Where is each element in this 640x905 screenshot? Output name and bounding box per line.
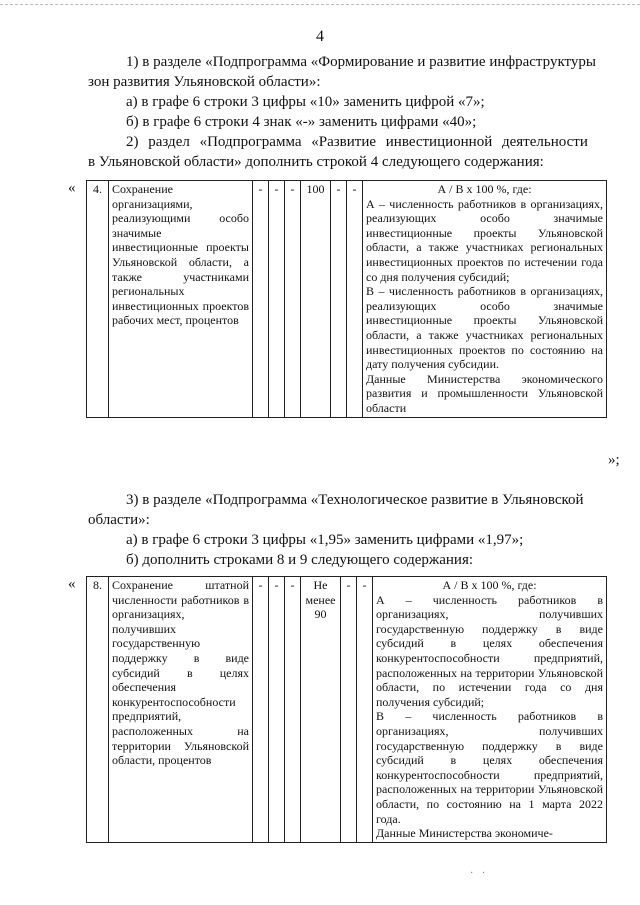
cell-dash: - (253, 577, 269, 843)
indicator-description: Сохранение организациями, реализующими особо значимые инвестиционные проекты Ульяновской области, а также участниками региональных инвестиционных проектов рабочих мест, процентов (109, 181, 253, 418)
cell-dash: - (285, 181, 301, 418)
item-3b: б) дополнить строками 8 и 9 следующего содержания: (126, 552, 474, 568)
scan-specks: · · (470, 868, 489, 879)
calc-a: А – численность работников в организациях, получивших государственную поддержку в виде субсидий в целях обеспечения конкурентоспособности предприятий, расположенных на территории Ульяновской области, по истечении года со дня получения субсидий; (376, 592, 603, 709)
indicator-description: Сохранение штатной численности работников в организациях, получивших государственную поддержку в виде субсидий в целях обеспечения конкурентоспособности предприятий, расположенных на территории Ульяновской области, процентов (109, 577, 253, 843)
cell-dash: - (331, 181, 347, 418)
scan-edge-line (0, 4, 640, 6)
insert-table-row-8 (86, 576, 607, 843)
indicator-value: Не менее 90 (301, 577, 341, 843)
formula: А / В х 100 %, где: (442, 578, 537, 592)
quote-close-1: »; (608, 452, 620, 468)
cell-dash: - (269, 181, 285, 418)
item-2-line-2: в Ульяновской области» дополнить строкой 4 следующего содержания: (88, 154, 544, 170)
calc-b: В – численность работников в организациях, получивших государственную поддержку в виде субсидий в целях обеспечения конкурентоспособности предприятий, расположенных на территории Ульяновской области, по состоянию на 1 марта 2022 года. (376, 709, 603, 826)
calc-a: А – численность работников в организациях, реализующих особо значимые инвестиционные проекты Ульяновской области, а также участниках региональных инвестиционных проектов по истечении года со дня получения субсидий; (366, 196, 603, 284)
row-number: 4. (87, 181, 109, 418)
calculation-method (373, 577, 607, 843)
cell-dash: - (269, 577, 285, 843)
item-3-line-2: области»: (88, 512, 150, 528)
table-row (87, 577, 607, 843)
table-row (87, 181, 607, 418)
indicator-value: 100 (301, 181, 331, 418)
cell-dash: - (357, 577, 373, 843)
page-number: 4 (316, 28, 324, 45)
calc-b: В – численность работников в организациях, реализующих особо значимые инвестиционные проекты Ульяновской области, а также участниках региональных инвестиционных проектов по состоянию на дату получения субсидии. (366, 284, 603, 372)
formula: А / В х 100 %, где: (437, 182, 532, 196)
quote-open-2: « (68, 576, 76, 592)
item-1-line-1: 1) в разделе «Подпрограмма «Формирование и развитие инфраструктуры (126, 54, 596, 70)
cell-dash: - (253, 181, 269, 418)
cell-dash: - (285, 577, 301, 843)
item-1b: б) в графе 6 строки 4 знак «-» заменить цифрами «40»; (126, 114, 477, 130)
item-2-line-1: 2) раздел «Подпрограмма «Развитие инвестиционной деятельности (126, 134, 588, 150)
item-3a: а) в графе 6 строки 3 цифры «1,95» заменить цифрами «1,97»; (126, 532, 524, 548)
calculation-method (363, 181, 607, 418)
calc-source: Данные Министерства экономического развития и промышленности Ульяновской области (366, 371, 603, 415)
item-1a: а) в графе 6 строки 3 цифры «10» заменить цифрой «7»; (126, 94, 485, 110)
item-1-line-2: зон развития Ульяновской области»: (88, 74, 321, 90)
calc-source: Данные Министерства экономиче- (376, 826, 553, 841)
cell-dash: - (341, 577, 357, 843)
item-3-line-1: 3) в разделе «Подпрограмма «Технологическое развитие в Ульяновской (126, 492, 584, 508)
row-number: 8. (87, 577, 109, 843)
cell-dash: - (347, 181, 363, 418)
quote-open-1: « (68, 180, 76, 196)
insert-table-row-4 (86, 180, 607, 418)
